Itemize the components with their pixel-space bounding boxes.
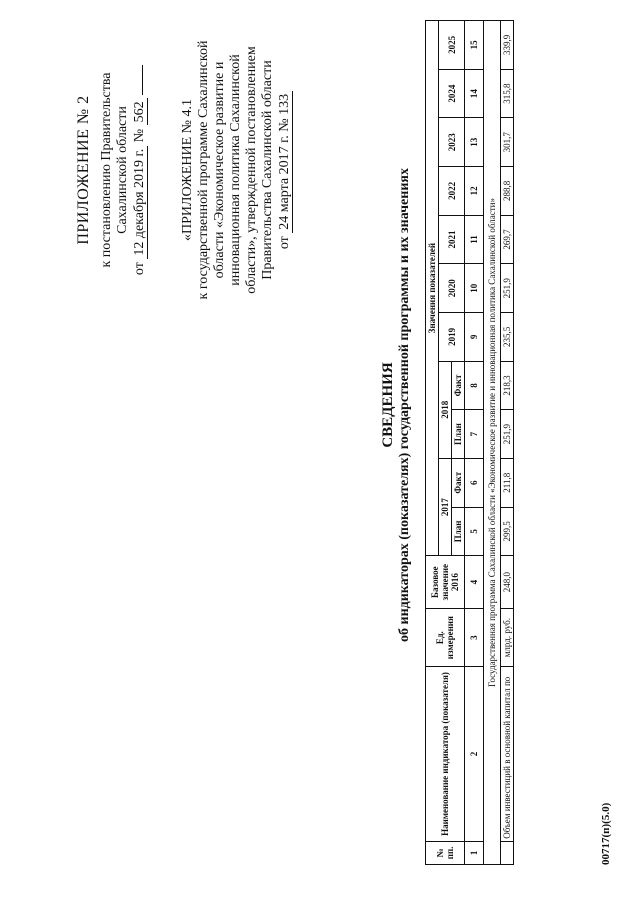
appendix-4-1-line1: «ПРИЛОЖЕНИЕ № 4.1 bbox=[180, 99, 195, 241]
header-2017: 2017 bbox=[439, 458, 452, 555]
appendix-2-line1: к постановлению Правительства bbox=[99, 72, 115, 268]
col-number: 11 bbox=[465, 215, 484, 264]
number-prefix: № bbox=[131, 128, 147, 143]
header-name: Наименование индикатора (показателя) bbox=[426, 667, 465, 842]
header-2020: 2020 bbox=[439, 264, 465, 313]
appendix-4-1-date-line bbox=[277, 20, 293, 320]
program-name: Государственная программа Сахалинской области «Экономическое развитие и инновационная политика Сахалинской области» bbox=[484, 21, 501, 865]
col-number: 10 bbox=[465, 264, 484, 313]
appendix-4-1-line6: Правительства Сахалинской области bbox=[260, 60, 276, 280]
header-base: Базовое значение 2016 bbox=[426, 556, 465, 609]
header-2018: 2018 bbox=[439, 361, 452, 458]
row-2025: 339,9 bbox=[501, 21, 514, 70]
appendix-4-1-line2: к государственной программе Сахалинской bbox=[196, 40, 212, 300]
col-number: 15 bbox=[465, 21, 484, 70]
header-fact-2018: Факт bbox=[452, 361, 465, 410]
header-2022: 2022 bbox=[439, 167, 465, 216]
header-2023: 2023 bbox=[439, 118, 465, 167]
row-2024: 315,8 bbox=[501, 69, 514, 118]
header-fact-2017: Факт bbox=[452, 458, 465, 507]
header-2021: 2021 bbox=[439, 215, 465, 264]
document-code: 00717(п)(5.0) bbox=[600, 802, 612, 865]
col-number: 5 bbox=[465, 507, 484, 556]
appendix-2-heading: ПРИЛОЖЕНИЕ № 2 bbox=[75, 95, 92, 245]
col-number: 6 bbox=[465, 458, 484, 507]
row-2022: 288,8 bbox=[501, 167, 514, 216]
row-base: 248,0 bbox=[501, 556, 514, 609]
header-num: № пп. bbox=[426, 841, 465, 864]
col-number: 7 bbox=[465, 410, 484, 459]
header-values-group: Значения показателей bbox=[426, 21, 439, 556]
decree-number: 562 bbox=[132, 98, 148, 125]
col-number: 13 bbox=[465, 118, 484, 167]
col-number: 4 bbox=[465, 556, 484, 609]
appendix-2-block bbox=[75, 20, 148, 320]
underline-filler bbox=[142, 65, 143, 95]
document-title bbox=[380, 55, 413, 755]
row-fact-2018: 218,3 bbox=[501, 361, 514, 410]
appendix-4-1-line3: области «Экономическое развитие и bbox=[212, 61, 228, 279]
title-main: СВЕДЕНИЯ bbox=[380, 362, 396, 448]
appendix-2-line2: Сахалинской области bbox=[115, 106, 131, 234]
row-plan-2018: 251,9 bbox=[501, 410, 514, 459]
row-plan-2017: 299,5 bbox=[501, 507, 514, 556]
table-row bbox=[501, 21, 514, 865]
row-2019: 235,5 bbox=[501, 313, 514, 362]
row-fact-2017: 211,8 bbox=[501, 458, 514, 507]
decree-date: 12 декабря 2019 г. bbox=[132, 146, 148, 259]
program-date: 24 марта 2017 г. № 133 bbox=[277, 91, 293, 233]
col-number: 14 bbox=[465, 69, 484, 118]
indicators-table bbox=[425, 20, 514, 865]
col-number: 8 bbox=[465, 361, 484, 410]
row-unit: млрд. руб. bbox=[501, 609, 514, 667]
col-number: 3 bbox=[465, 609, 484, 667]
header-2019: 2019 bbox=[439, 313, 465, 362]
row-2021: 269,7 bbox=[501, 215, 514, 264]
col-number: 9 bbox=[465, 313, 484, 362]
column-numbers-row bbox=[465, 21, 484, 865]
appendix-4-1-line5: области», утвержденной постановлением bbox=[244, 46, 260, 294]
program-row bbox=[484, 21, 501, 865]
header-unit: Ед. измерения bbox=[426, 609, 465, 667]
date-prefix: от bbox=[276, 236, 292, 250]
col-number: 12 bbox=[465, 167, 484, 216]
date-prefix: от bbox=[131, 262, 147, 276]
row-2020: 251,9 bbox=[501, 264, 514, 313]
header-plan-2017: План bbox=[452, 507, 465, 556]
row-num bbox=[501, 841, 514, 864]
header-2025: 2025 bbox=[439, 21, 465, 70]
header-2024: 2024 bbox=[439, 69, 465, 118]
title-sub: об индикаторах (показателях) государственной программы и их значениях bbox=[397, 168, 413, 642]
col-number: 1 bbox=[465, 841, 484, 864]
col-number: 2 bbox=[465, 667, 484, 842]
appendix-4-1-block bbox=[180, 20, 293, 320]
appendix-2-date-line bbox=[132, 20, 148, 320]
appendix-4-1-line4: инновационная политика Сахалинской bbox=[228, 54, 244, 286]
row-name: Объем инвестиций в основной капитал по bbox=[501, 667, 514, 842]
header-plan-2018: План bbox=[452, 410, 465, 459]
row-2023: 301,7 bbox=[501, 118, 514, 167]
